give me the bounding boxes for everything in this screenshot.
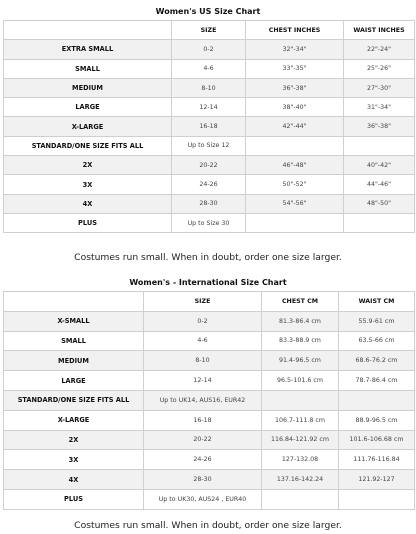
- table-cell: 16-18: [144, 410, 262, 430]
- table-cell: 8-10: [172, 78, 246, 97]
- size-label-cell: SMALL: [4, 331, 144, 351]
- table-row: [4, 450, 415, 470]
- table-row: [4, 430, 415, 450]
- table-cell: 16-18: [172, 117, 246, 136]
- table-cell: 121.92-127: [339, 470, 415, 490]
- size-label-cell: LARGE: [4, 371, 144, 391]
- header-blank: [4, 21, 172, 40]
- size-label-cell: LARGE: [4, 98, 172, 117]
- table-cell: 28-30: [144, 470, 262, 490]
- table-header-row: [4, 292, 415, 312]
- table-cell: 44"-46": [344, 175, 415, 194]
- table-row: [4, 156, 415, 175]
- table-row: [4, 117, 415, 136]
- size-label-cell: PLUS: [4, 489, 144, 509]
- table-cell: 88.9-96.5 cm: [339, 410, 415, 430]
- table-cell: 91.4-96.5 cm: [262, 351, 339, 371]
- size-label-cell: X-LARGE: [4, 117, 172, 136]
- table-cell: 137.16-142.24: [262, 470, 339, 490]
- table-cell: 42"-44": [246, 117, 344, 136]
- size-label-cell: 4X: [4, 194, 172, 213]
- table-cell: [246, 136, 344, 155]
- table-cell: 96.5-101.6 cm: [262, 371, 339, 391]
- column-header: CHEST INCHES: [246, 21, 344, 40]
- column-header: SIZE: [172, 21, 246, 40]
- us-chart-title: Women's US Size Chart: [155, 7, 261, 16]
- intl-chart-title: Women's - International Size Chart: [129, 278, 287, 287]
- table-cell: 55.9-61 cm: [339, 311, 415, 331]
- table-cell: 78.7-86.4 cm: [339, 371, 415, 391]
- table-cell: 46"-48": [246, 156, 344, 175]
- size-label-cell: 3X: [4, 175, 172, 194]
- table-row: [4, 98, 415, 117]
- table-cell: 63.5-66 cm: [339, 331, 415, 351]
- table-cell: 54"-56": [246, 194, 344, 213]
- table-cell: 27"-30": [344, 78, 415, 97]
- column-header: CHEST CM: [262, 292, 339, 312]
- table-cell: 4-6: [144, 331, 262, 351]
- table-cell: 12-14: [144, 371, 262, 391]
- size-label-cell: STANDARD/ONE SIZE FITS ALL: [4, 390, 144, 410]
- table-row: [4, 78, 415, 97]
- size-label-cell: PLUS: [4, 213, 172, 232]
- us-chart-note: Costumes run small. When in doubt, order one size larger.: [74, 252, 342, 263]
- intl-chart-note: Costumes run small. When in doubt, order one size larger.: [74, 520, 342, 531]
- column-header: SIZE: [144, 292, 262, 312]
- table-cell: 106.7-111.8 cm: [262, 410, 339, 430]
- table-cell: 38"-40": [246, 98, 344, 117]
- table-cell: 127-132.08: [262, 450, 339, 470]
- size-label-cell: 2X: [4, 156, 172, 175]
- table-cell: 12-14: [172, 98, 246, 117]
- table-row: [4, 331, 415, 351]
- table-cell: [246, 213, 344, 232]
- table-row: [4, 40, 415, 59]
- table-cell: 20-22: [172, 156, 246, 175]
- table-cell: 32"-34": [246, 40, 344, 59]
- table-cell: Up to Size 12: [172, 136, 246, 155]
- table-cell: 33"-35": [246, 59, 344, 78]
- size-label-cell: 3X: [4, 450, 144, 470]
- table-cell: 22"-24": [344, 40, 415, 59]
- size-label-cell: X-SMALL: [4, 311, 144, 331]
- table-cell: [344, 213, 415, 232]
- table-row: [4, 371, 415, 391]
- table-cell: 8-10: [144, 351, 262, 371]
- size-label-cell: EXTRA SMALL: [4, 40, 172, 59]
- table-row: [4, 59, 415, 78]
- table-cell: 31"-34": [344, 98, 415, 117]
- table-row: [4, 351, 415, 371]
- table-cell: 81.3-86.4 cm: [262, 311, 339, 331]
- column-header: WAIST CM: [339, 292, 415, 312]
- size-label-cell: MEDIUM: [4, 351, 144, 371]
- table-cell: Up to Size 30: [172, 213, 246, 232]
- table-row: [4, 311, 415, 331]
- table-row: [4, 213, 415, 232]
- table-cell: 28-30: [172, 194, 246, 213]
- table-cell: 111.76-116.84: [339, 450, 415, 470]
- table-cell: 24-26: [172, 175, 246, 194]
- size-label-cell: 4X: [4, 470, 144, 490]
- table-cell: [339, 390, 415, 410]
- header-blank: [4, 292, 144, 312]
- table-cell: 83.3-88.9 cm: [262, 331, 339, 351]
- table-cell: 24-26: [144, 450, 262, 470]
- table-cell: 25"-26": [344, 59, 415, 78]
- table-cell: [262, 489, 339, 509]
- table-cell: Up to UK14, AUS16, EUR42: [144, 390, 262, 410]
- table-cell: [339, 489, 415, 509]
- intl-size-table: [3, 291, 415, 510]
- size-label-cell: MEDIUM: [4, 78, 172, 97]
- table-row: [4, 470, 415, 490]
- table-row: [4, 175, 415, 194]
- table-cell: 116.84-121.92 cm: [262, 430, 339, 450]
- table-cell: 4-6: [172, 59, 246, 78]
- us-size-table: [3, 20, 415, 233]
- column-header: WAIST INCHES: [344, 21, 415, 40]
- size-label-cell: STANDARD/ONE SIZE FITS ALL: [4, 136, 172, 155]
- table-cell: 50"-52": [246, 175, 344, 194]
- table-cell: 36"-38": [246, 78, 344, 97]
- table-cell: 40"-42": [344, 156, 415, 175]
- table-row: [4, 136, 415, 155]
- table-cell: 0-2: [144, 311, 262, 331]
- size-label-cell: SMALL: [4, 59, 172, 78]
- table-cell: 48"-50": [344, 194, 415, 213]
- size-label-cell: X-LARGE: [4, 410, 144, 430]
- table-cell: [344, 136, 415, 155]
- table-cell: 0-2: [172, 40, 246, 59]
- table-cell: 101.6-106.68 cm: [339, 430, 415, 450]
- table-header-row: [4, 21, 415, 40]
- table-cell: Up to UK30, AUS24 , EUR40: [144, 489, 262, 509]
- size-label-cell: 2X: [4, 430, 144, 450]
- table-cell: 68.6-76.2 cm: [339, 351, 415, 371]
- table-row: [4, 390, 415, 410]
- table-row: [4, 410, 415, 430]
- table-cell: 36"-38": [344, 117, 415, 136]
- table-cell: 20-22: [144, 430, 262, 450]
- table-row: [4, 194, 415, 213]
- table-row: [4, 489, 415, 509]
- table-cell: [262, 390, 339, 410]
